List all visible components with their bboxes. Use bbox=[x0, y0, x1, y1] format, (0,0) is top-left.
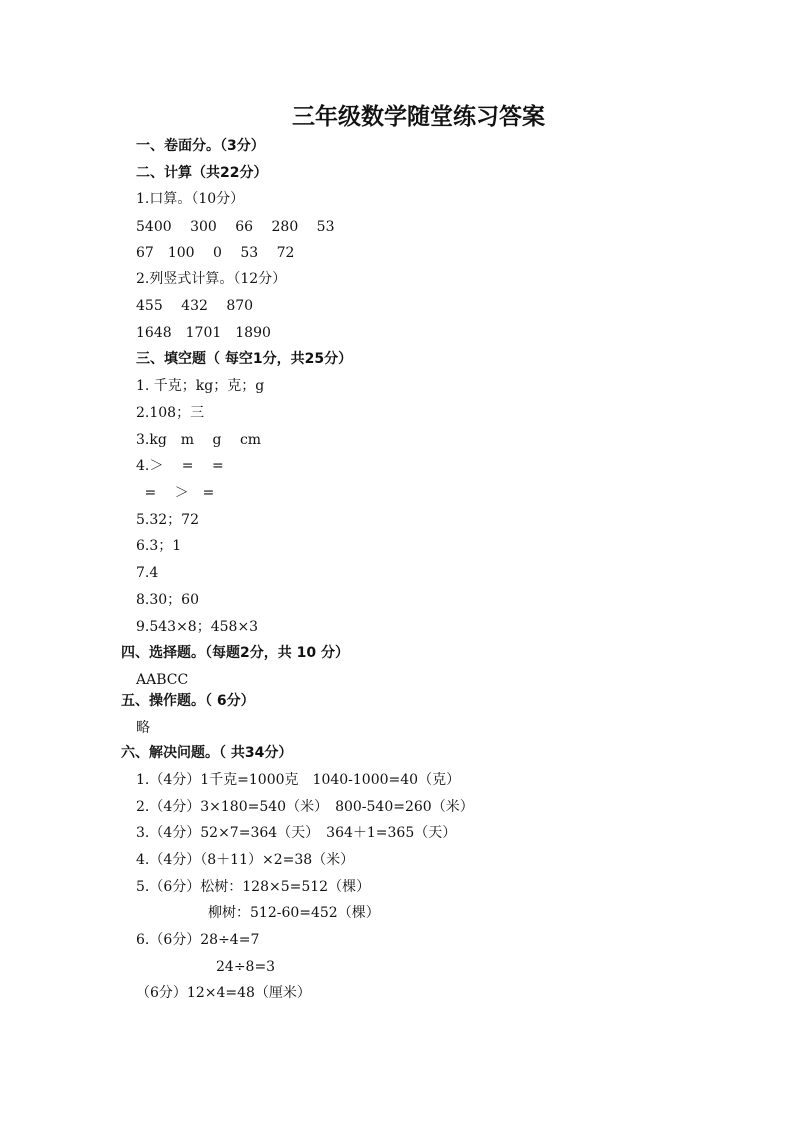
answer-row: 5.32；72 bbox=[136, 512, 199, 528]
answer-row: 24÷8=3 bbox=[216, 959, 276, 975]
answer-row: 3.kg m g cm bbox=[136, 432, 262, 448]
answer-row: 柳树：512-60=452（棵） bbox=[208, 905, 380, 921]
section-1-heading: 一、卷面分。（3分） bbox=[136, 138, 265, 154]
section-6-heading: 六、解决问题。（ 共34分） bbox=[121, 745, 293, 761]
answer-row: 7.4 bbox=[136, 565, 159, 581]
answer-row: 6.3；1 bbox=[136, 538, 182, 554]
answer-row: AABCC bbox=[136, 672, 189, 688]
page-title: 三年级数学随堂练习答案 bbox=[292, 104, 545, 130]
section-4-heading: 四、选择题。（每题2分，共 10 分） bbox=[121, 645, 349, 661]
section-5-heading: 五、操作题。（ 6分） bbox=[121, 693, 255, 709]
section-3-heading: 三、填空题（ 每空1分，共25分） bbox=[136, 351, 353, 367]
answer-row: （6分）12×4=48（厘米） bbox=[136, 985, 311, 1001]
answer-row: 1.（4分）1千克=1000克 1040-1000=40（克） bbox=[136, 772, 461, 788]
section-2-heading: 二、计算（共22分） bbox=[136, 165, 268, 181]
answer-row: 2.108；三 bbox=[136, 405, 205, 421]
answer-row: 5.（6分）松树：128×5=512（棵） bbox=[136, 879, 371, 895]
answer-row: 9.543×8；458×3 bbox=[136, 619, 259, 635]
answer-row: 1648 1701 1890 bbox=[136, 325, 271, 341]
answer-row: 4.＞ = = bbox=[136, 458, 224, 474]
answer-row: 1. 千克；kg；克；g bbox=[136, 378, 265, 394]
subsection-oral-calc: 1.口算。（10分） bbox=[136, 191, 245, 207]
answer-row: 2.（4分）3×180=540（米） 800-540=260（米） bbox=[136, 799, 474, 815]
answer-row: 3.（4分）52×7=364（天） 364＋1=365（天） bbox=[136, 825, 457, 841]
subsection-vertical-calc: 2.列竖式计算。（12分） bbox=[136, 271, 287, 287]
answer-row: 5400 300 66 280 53 bbox=[136, 219, 335, 235]
answer-row: 455 432 870 bbox=[136, 298, 254, 314]
answer-row: 略 bbox=[136, 720, 150, 736]
answer-row: 67 100 0 53 72 bbox=[136, 245, 295, 261]
answer-row: = ＞ = bbox=[140, 485, 215, 501]
answer-row: 6.（6分）28÷4=7 bbox=[136, 932, 260, 948]
answer-row: 8.30；60 bbox=[136, 592, 199, 608]
answer-row: 4.（4分）（8＋11）×2=38（米） bbox=[136, 852, 355, 868]
